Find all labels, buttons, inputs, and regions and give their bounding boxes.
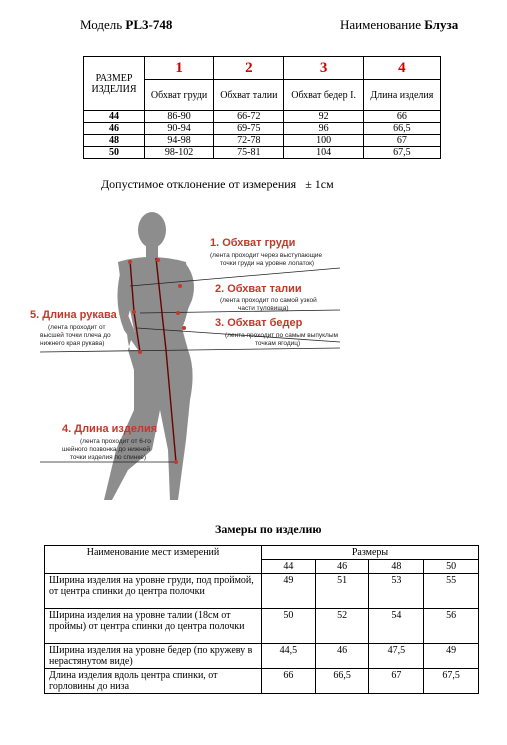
column-number: 1: [145, 57, 214, 80]
value-cell: 66: [363, 111, 440, 123]
measure-value-cell: 47,5: [369, 644, 424, 669]
chest-label: 1. Обхват груди: [210, 237, 296, 249]
hips-desc: (лента проходит по самым выпуклым: [225, 332, 338, 339]
measure-value-cell: 66,5: [315, 669, 369, 694]
chest-desc: (лента проходит через выступающие: [210, 252, 323, 259]
measure-value-cell: 52: [315, 609, 369, 644]
size-corner-header: РАЗМЕР ИЗДЕЛИЯ: [84, 57, 145, 111]
measure-name-cell: Длина изделия вдоль центра спинки, от горловины до низа: [45, 669, 262, 694]
value-cell: 100: [284, 135, 363, 147]
measure-value-cell: 50: [262, 609, 316, 644]
value-cell: 69-75: [214, 123, 284, 135]
table-row: [45, 574, 479, 609]
measure-value-cell: 67: [369, 669, 424, 694]
value-cell: 67,5: [363, 147, 440, 159]
measure-value-cell: 54: [369, 609, 424, 644]
length-desc: (лента проходит от 6-го: [80, 438, 151, 445]
sleeve-desc: (лента проходит от: [48, 324, 106, 331]
table-row: [84, 135, 441, 147]
value-cell: 90-94: [145, 123, 214, 135]
product-name-label: Наименование: [340, 17, 421, 32]
size-cell: 48: [84, 135, 145, 147]
column-number: 2: [214, 57, 284, 80]
value-cell: 94-98: [145, 135, 214, 147]
size-cell: 50: [84, 147, 145, 159]
value-cell: 104: [284, 147, 363, 159]
value-cell: 98-102: [145, 147, 214, 159]
measure-value-cell: 49: [262, 574, 316, 609]
measurements-table: [44, 545, 479, 694]
length-desc: точки изделия по спинке): [70, 454, 147, 461]
column-number: 3: [284, 57, 363, 80]
length-desc: шейного позвонка до нижней: [62, 446, 150, 453]
sleeve-label: 5. Длина рукава: [30, 309, 117, 321]
table-row: [45, 609, 479, 644]
value-cell: 66-72: [214, 111, 284, 123]
size-header-cell: 48: [369, 560, 424, 574]
value-cell: 67: [363, 135, 440, 147]
measure-name-cell: Ширина изделия на уровне груди, под проймой, от центра спинки до центра полочки: [45, 574, 262, 609]
measure-value-cell: 51: [315, 574, 369, 609]
size-cell: 44: [84, 111, 145, 123]
value-cell: 66,5: [363, 123, 440, 135]
product-name-header: [340, 17, 458, 33]
waist-label: 2. Обхват талии: [215, 283, 302, 295]
length-label: 4. Длина изделия: [62, 423, 158, 435]
table-row: [84, 123, 441, 135]
size-header-cell: 46: [315, 560, 369, 574]
table-row: [45, 669, 479, 694]
table-row: [84, 111, 441, 123]
measure-value-cell: 67,5: [424, 669, 479, 694]
model-label: Модель: [80, 17, 123, 32]
size-chart-table: [83, 56, 441, 159]
sleeve-desc: высшей точки плеча до: [40, 332, 111, 339]
waist-desc: части туловища): [238, 305, 289, 312]
size-cell: 46: [84, 123, 145, 135]
tolerance-value: ± 1см: [305, 177, 334, 191]
value-cell: 92: [284, 111, 363, 123]
tolerance-text: Допустимое отклонение от измерения: [101, 177, 297, 191]
measurements-title: Замеры по изделию: [215, 522, 322, 536]
body-measurement-diagram: [0, 200, 507, 505]
column-header: Обхват бедер I.: [284, 80, 363, 111]
size-header-cell: 50: [424, 560, 479, 574]
value-cell: 72-78: [214, 135, 284, 147]
measure-value-cell: 53: [369, 574, 424, 609]
hips-desc: точкам ягодиц): [255, 340, 301, 347]
measure-value-cell: 44,5: [262, 644, 316, 669]
sleeve-desc: нижнего края рукава): [40, 340, 105, 347]
measure-value-cell: 66: [262, 669, 316, 694]
size-header-cell: 44: [262, 560, 316, 574]
column-header: Обхват груди: [145, 80, 214, 111]
value-cell: 96: [284, 123, 363, 135]
tolerance-note: [101, 177, 334, 192]
column-number: 4: [363, 57, 440, 80]
measure-value-cell: 49: [424, 644, 479, 669]
table-row: [45, 644, 479, 669]
measure-name-header: Наименование мест измерений: [45, 546, 262, 574]
measure-value-cell: 46: [315, 644, 369, 669]
value-cell: 86-90: [145, 111, 214, 123]
measure-value-cell: 56: [424, 609, 479, 644]
waist-desc: (лента проходит по самой узкой: [220, 297, 317, 304]
table-row: [84, 147, 441, 159]
model-header: [80, 17, 172, 33]
column-header: Обхват талии: [214, 80, 284, 111]
measure-name-cell: Ширина изделия на уровне талии (18см от проймы) от центра спинки до центра полочки: [45, 609, 262, 644]
sizes-header: Размеры: [262, 546, 479, 560]
product-name-value: Блуза: [424, 17, 459, 32]
column-header: Длина изделия: [363, 80, 440, 111]
model-value: PL3-748: [125, 17, 173, 32]
measure-value-cell: 55: [424, 574, 479, 609]
hips-label: 3. Обхват бедер: [215, 317, 303, 329]
chest-desc: точки груди на уровне лопаток): [220, 260, 315, 267]
value-cell: 75-81: [214, 147, 284, 159]
measure-name-cell: Ширина изделия на уровне бедер (по кружеву в нерастянутом виде): [45, 644, 262, 669]
